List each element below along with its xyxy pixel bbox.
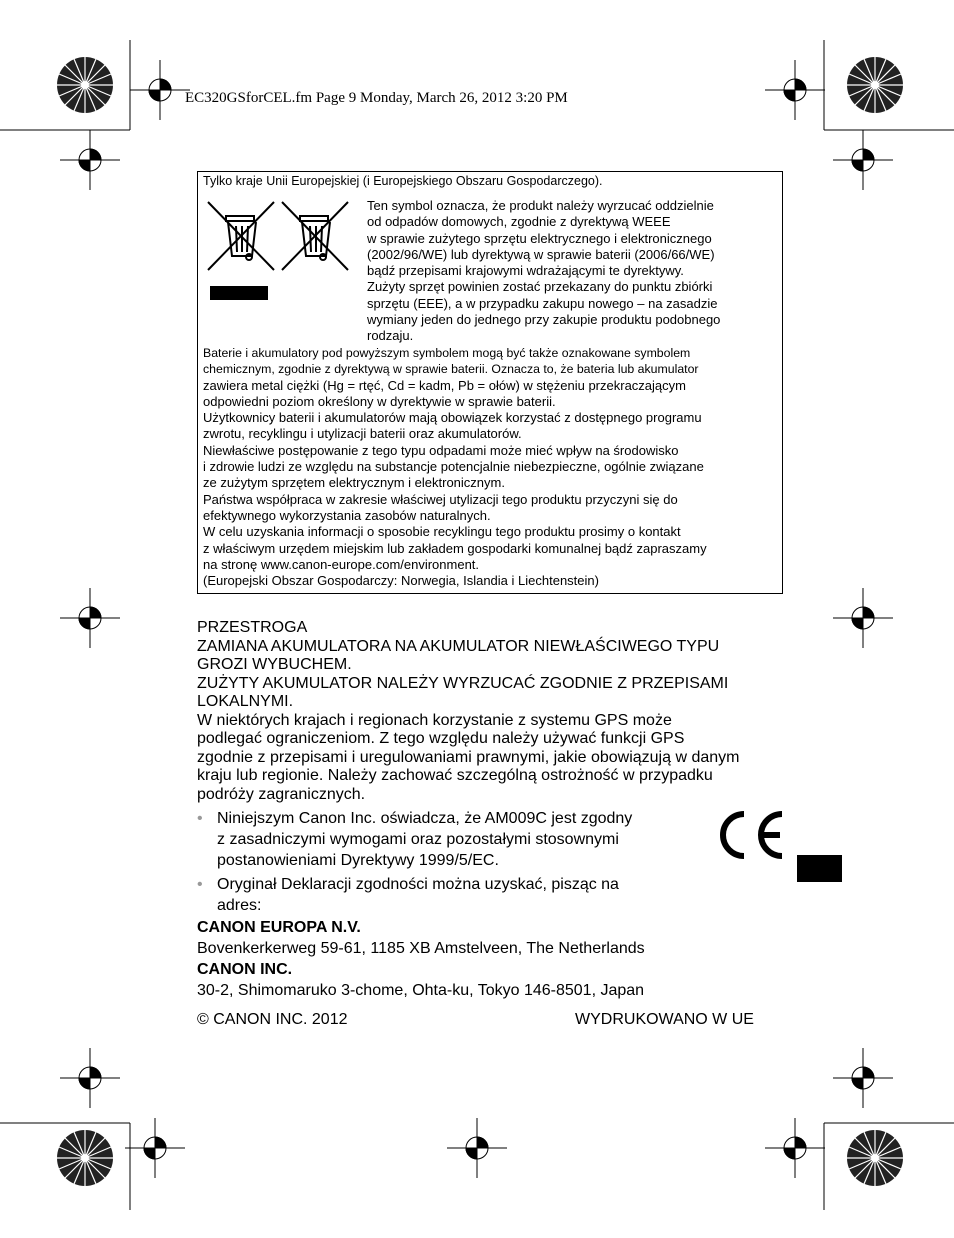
declaration-list [197,808,697,919]
crosshair-target-icon [125,1118,185,1178]
crossed-out-bin-icon [202,198,362,308]
bullet-icon: • [197,876,203,893]
crosshair-target-icon [130,60,190,120]
weee-description: Ten symbol oznacza, że produkt należy wyrzucać oddzielnie od odpadów domowych, zgodnie z dyrektywą WEEE w sprawie zużytego sprzętu elektrycznego i elektronicznego (2002/96/WE) lub dyrektywą w sprawie baterii (2006/66/WE) bądź przepisami krajowymi wdrażającymi te dyrektywy. Zużyty sprzęt powinien zostać przekazany do punktu zbiórki sprzętu (EEE), a w przypadku zakupu nowego – na zasadzie wymiany jeden do jednego przy zakupie produktu podobnego rodzaju. [367,198,721,344]
crosshair-target-icon [765,60,825,120]
starburst-target-icon [55,1128,115,1188]
crosshair-target-icon [833,130,893,190]
caution-section: PRZESTROGA ZAMIANA AKUMULATORA NA AKUMULATOR NIEWŁAŚCIWEGO TYPU GROZI WYBUCHEM. ZUŻYTY AKUMULATOR NALEŻY WYRZUCAĆ ZGODNIE Z PRZEPISAMI LOKALNYMI. W niektórych krajach i regionach korzystanie z systemu GPS może podlegać ograniczeniom. Z tego względu należy używać funkcji GPS zgodnie z przepisami i uregulowaniami prawnymi, jakie obowiązują w danym kraju lub regionie. Należy zachować szczególną ostrożność w przypadku podróży zagranicznych. [197,619,787,804]
weee-notice-box [197,171,783,594]
crosshair-target-icon [447,1118,507,1178]
company-address: 30-2, Shimomaruko 3-chome, Ohta-ku, Tokyo 146-8501, Japan [197,982,645,999]
addresses [197,917,645,1001]
weee-box-title: Tylko kraje Unii Europejskiej (i Europejskiego Obszaru Gospodarczego). [203,174,603,188]
company-address: Bovenkerkerweg 59-61, 1185 XB Amstelveen, The Netherlands [197,940,645,957]
list-item: • Niniejszym Canon Inc. oświadcza, że AM009C jest zgodny z zasadniczymi wymogami oraz pozostałymi stosownymi postanowieniami Dyrektywy 1999/5/EC. [197,810,633,869]
crosshair-target-icon [60,1048,120,1108]
caution-heading: PRZESTROGA [197,619,308,636]
crosshair-target-icon [60,588,120,648]
file-header: EC320GSforCEL.fm Page 9 Monday, March 26, 2012 3:20 PM [185,90,568,106]
ce-mark-icon [720,810,786,860]
company-name: CANON INC. [197,961,293,978]
starburst-target-icon [845,55,905,115]
company-name: CANON EUROPA N.V. [197,919,361,936]
list-item: • Oryginał Deklaracji zgodności można uzyskać, pisząc na adres: [197,876,619,914]
crosshair-target-icon [60,130,120,190]
crosshair-target-icon [833,588,893,648]
crosshair-target-icon [765,1118,825,1178]
copyright: © CANON INC. 2012 [197,1011,348,1028]
bullet-icon: • [197,810,203,827]
page-thumb-tab [797,855,842,882]
starburst-target-icon [845,1128,905,1188]
weee-symbols [202,198,362,308]
crosshair-target-icon [833,1048,893,1108]
battery-notice: Baterie i akumulatory pod powyższym symbolem mogą być także oznakowane symbolem chemicznym, zgodnie z dyrektywą w sprawie baterii. Oznacza to, że bateria lub akumulator zawiera metal ciężki (Hg = rtęć, Cd = kadm, Pb = ołów) w stężeniu przekraczającym odpowiedni poziom określony w dyrektywie w sprawie baterii. Użytkownicy baterii i akumulatorów mają obowiązek korzystać z dostępnego programu zwrotu, recyklingu i utylizacji baterii oraz akumulatorów. Niewłaściwe postępowanie z tego typu odpadami może mieć wpływ na środowisko i zdrowie ludzi ze względu na substancje potencjalnie niebezpieczne, ogólnie związane ze zużytym sprzętem elektrycznym i elektronicznym. Państwa współpraca w zakresie właściwej utylizacji tego produktu przyczyni się do efektywnego wykorzystania zasobów naturalnych. W celu uzyskania informacji o sposobie recyklingu tego produktu prosimy o kontakt z właściwym urzędem miejskim lub zakładem gospodarki komunalnej bądź zapraszamy na stronę www.canon-europe.com/environment. (Europejski Obszar Gospodarczy: Norwegia, Islandia i Liechtenstein) [203,346,707,589]
starburst-target-icon [55,55,115,115]
printed-in: WYDRUKOWANO W UE [575,1011,754,1028]
